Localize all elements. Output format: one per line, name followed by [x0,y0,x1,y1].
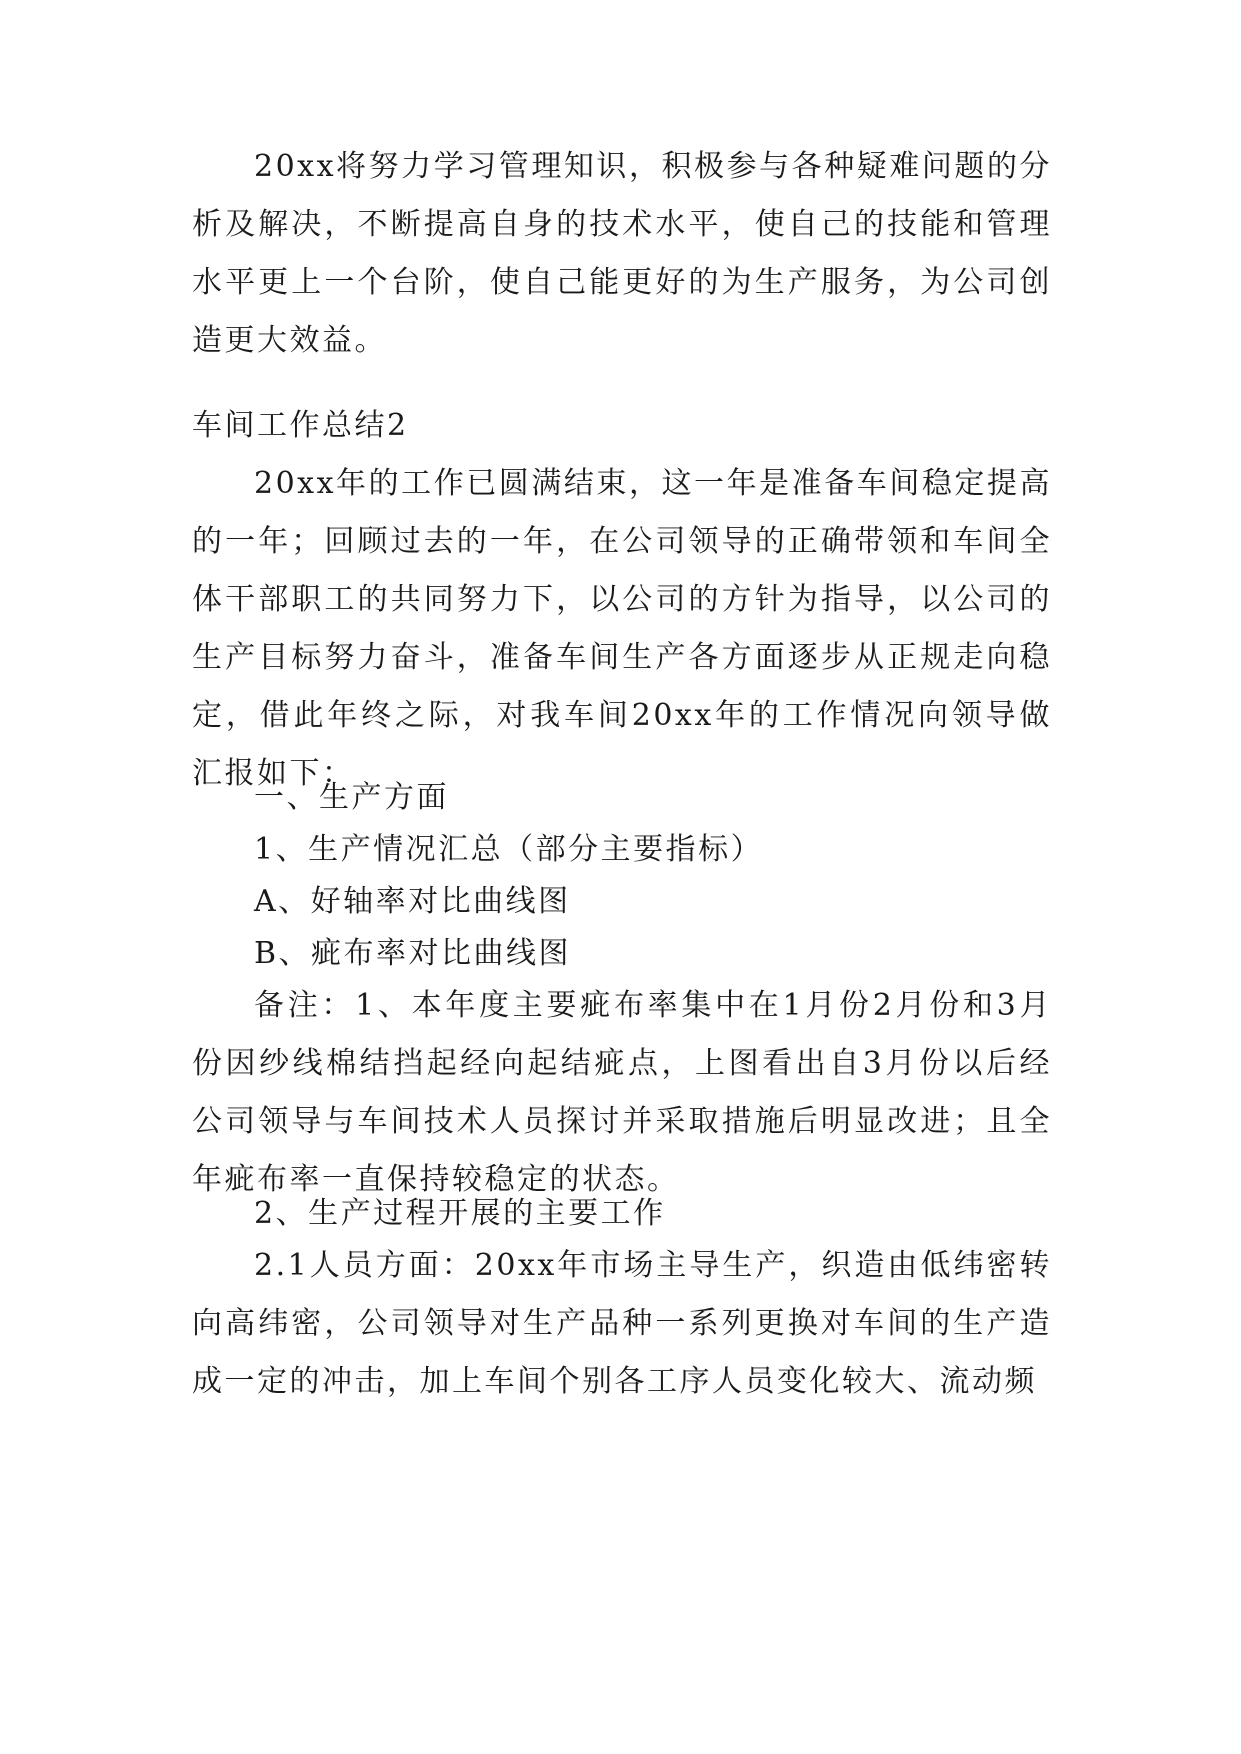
list-item-good-axle-rate-chart: A、好轴率对比曲线图 [254,884,571,919]
list-item-main-work: 2、生产过程开展的主要工作 [254,1196,666,1231]
list-item-defect-rate-chart: B、疵布率对比曲线图 [254,936,572,971]
paragraph-closing-plan: 20xx将努力学习管理知识，积极参与各种疑难问题的分析及解决，不断提高自身的技术水平，使自己的技能和管理水平更上一个台阶，使自己能更好的为生产服务，为公司创造更大效益。 [192,149,1052,358]
paragraph-year-review: 20xx年的工作已圆满结束，这一年是准备车间稳定提高的一年；回顾过去的一年，在公司领导的正确带领和车间全体干部职工的共同努力下，以公司的方针为指导，以公司的生产目标努力奋斗，准备车间生产各方面逐步从正规走向稳定，借此年终之际，对我车间20xx年的工作情况向领导做汇报如下： [192,466,1052,791]
section-heading-production: 一、生产方面 [254,780,449,815]
section-heading-summary-2: 车间工作总结2 [192,408,409,443]
paragraph-note: 备注：1、本年度主要疵布率集中在1月份2月份和3月份因纱线棉结挡起经向起结疵点，上图看出自3月份以后经公司领导与车间技术人员探讨并采取措施后明显改进；且全年疵布率一直保持较稳定的状态。 [192,988,1052,1197]
paragraph-personnel: 2.1人员方面：20xx年市场主导生产，织造由低纬密转向高纬密，公司领导对生产品种一系列更换对车间的生产造成一定的冲击，加上车间个别各工序人员变化较大、流动频 [192,1248,1052,1399]
list-item-production-summary: 1、生产情况汇总（部分主要指标） [254,832,764,867]
